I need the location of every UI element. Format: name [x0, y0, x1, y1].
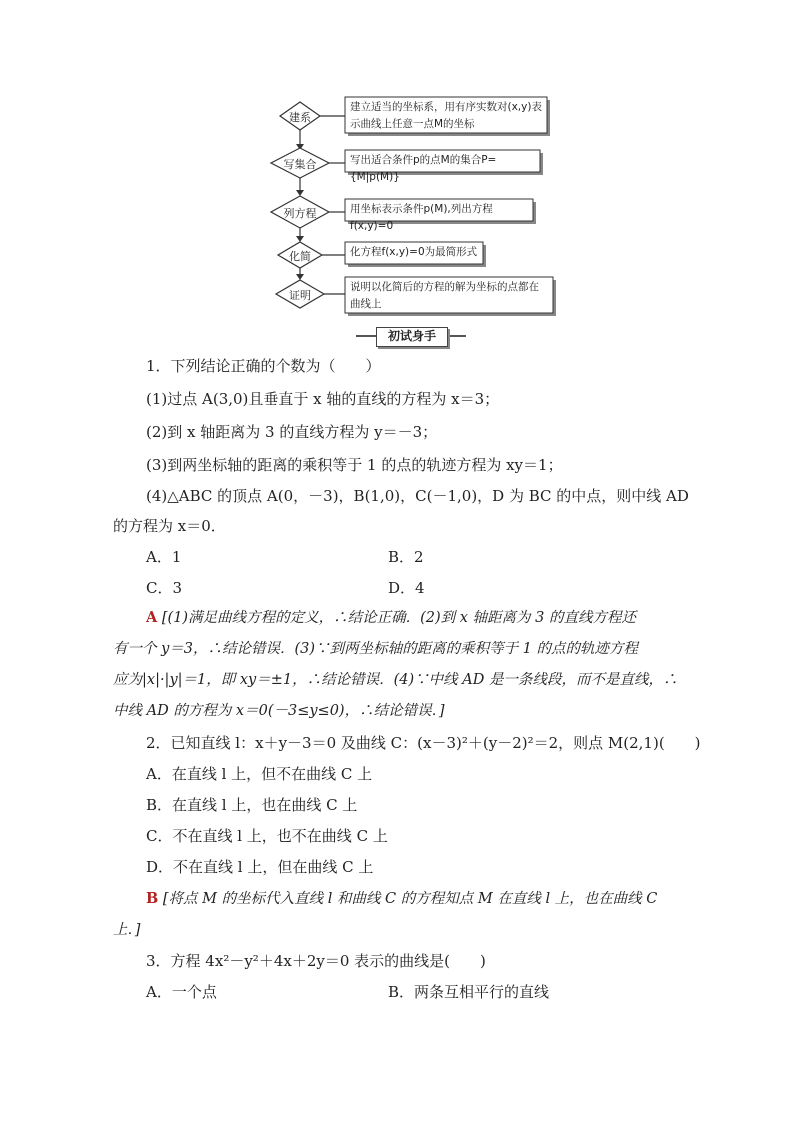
q2-option-c: C．不在直线 l 上，也不在曲线 C 上: [146, 827, 388, 845]
q1-option-c: C．3: [146, 579, 183, 597]
q1-option-d: D．4: [388, 579, 425, 597]
q2-stem: 2．已知直线 l：x＋y－3＝0 及曲线 C：(x－3)²＋(y－2)²＝2，则点 M(2,1)( ): [146, 734, 701, 752]
banner-line-left: [356, 335, 376, 337]
q1-stem: 1．下列结论正确的个数为（ ）: [146, 357, 381, 375]
step-label-5: 证明: [289, 289, 311, 302]
q3-option-a: A．一个点: [146, 983, 217, 1001]
q1-solution-text1: [(1)满足曲线方程的定义，∴结论正确．(2)到 x 轴距离为 3 的直线方程还: [161, 610, 636, 626]
q1-option-a: A．1: [146, 548, 182, 566]
section-banner: [356, 327, 466, 345]
q2-option-d: D．不在直线 l 上，但在曲线 C 上: [146, 858, 374, 876]
q2-option-a: A．在直线 l 上，但不在曲线 C 上: [146, 765, 373, 783]
q1-statement-3: (3)到两坐标轴的距离的乘积等于 1 的点的轨迹方程为 xy＝1；: [146, 456, 563, 474]
flowchart: [0, 0, 794, 330]
q1-option-b: B．2: [388, 548, 424, 566]
step-desc-5-line2: 曲线上: [350, 298, 382, 310]
q1-solution-line2: 有一个 y＝3，∴结论错误．(3)∵到两坐标轴的距离的乘积等于 1 的点的轨迹方程: [113, 641, 639, 657]
step-label-2: 写集合: [283, 158, 317, 171]
banner-line-right: [446, 335, 466, 337]
q3-option-b: B．两条互相平行的直线: [388, 983, 550, 1001]
step-desc-3: [345, 199, 533, 237]
q2-option-b: B．在直线 l 上，也在曲线 C 上: [146, 796, 358, 814]
q1-answer: A: [146, 609, 158, 626]
step-label-4: 化简: [289, 250, 311, 263]
q2-solution-line1: [146, 889, 657, 909]
step-desc-4: [345, 242, 483, 263]
step-desc-2-line1: 写出适合条件p的点M的集合P={M|p(M)}: [350, 154, 497, 183]
q1-statement-4b: 的方程为 x＝0．: [113, 517, 226, 535]
q1-solution-line3: 应为|x|·|y|＝1，即 xy＝±1，∴结论错误．(4)∵中线 AD 是一条线段，而不是直线，∴: [113, 672, 678, 688]
q2-answer: B: [146, 890, 159, 907]
step-label-3: 列方程: [283, 207, 317, 220]
step-desc-1-line1: 建立适当的坐标系，用有序实数对(x,y)表: [350, 101, 542, 113]
step-desc-4-line1: 化方程f(x,y)=0为最简形式: [350, 246, 478, 258]
q1-solution-line1: [146, 608, 636, 628]
step-desc-2: [345, 150, 540, 188]
step-desc-5-line1: 说明以化简后的方程的解为坐标的点都在: [350, 281, 539, 293]
step-label-1: 建系: [289, 111, 311, 124]
step-desc-5: [345, 277, 553, 315]
q1-statement-2: (2)到 x 轴距离为 3 的直线方程为 y＝－3；: [146, 423, 438, 441]
q2-solution-text1: [将点 M 的坐标代入直线 l 和曲线 C 的方程知点 M 在直线 l 上，也在曲线 C: [162, 891, 658, 907]
step-desc-1-line2: 示曲线上任意一点M的坐标: [350, 118, 475, 130]
q1-solution-line4: 中线 AD 的方程为 x＝0(－3≤y≤0)，∴结论错误．]: [113, 703, 445, 719]
step-desc-3-line1: 用坐标表示条件p(M),列出方程f(x,y)=0: [350, 203, 493, 232]
step-desc-1: [345, 97, 547, 135]
q1-statement-4a: (4)△ABC 的顶点 A(0，－3)，B(1,0)，C(－1,0)，D 为 BC 的中点，则中线 AD: [146, 487, 689, 505]
q3-stem: 3．方程 4x²－y²＋4x＋2y＝0 表示的曲线是( ): [146, 952, 486, 970]
q1-statement-1: (1)过点 A(3,0)且垂直于 x 轴的直线的方程为 x＝3；: [146, 390, 500, 408]
q2-solution-line2: 上．]: [113, 922, 141, 938]
section-title: 初试身手: [376, 327, 448, 347]
